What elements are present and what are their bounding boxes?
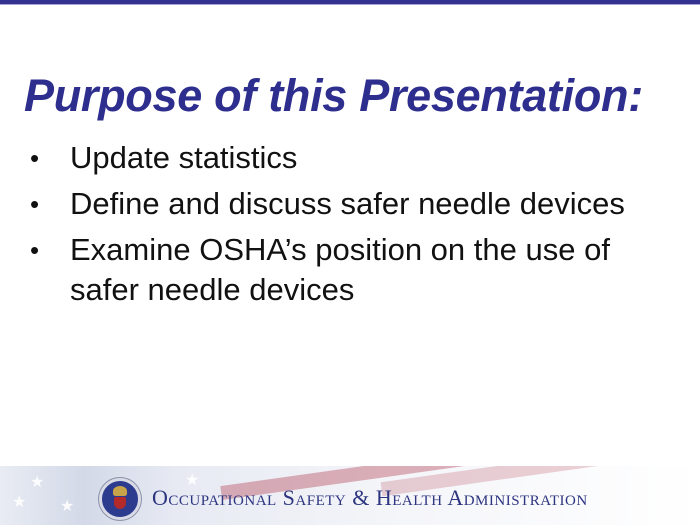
bullet-list: [28, 138, 668, 316]
star-icon: ★: [30, 474, 45, 491]
bullet-text: Define and discuss safer needle devices: [70, 186, 625, 221]
bullet-text: Update statistics: [70, 140, 298, 175]
agency-name: Occupational Safety & Health Administration: [152, 485, 588, 510]
bullet-item: [28, 184, 668, 224]
bullet-text: Examine OSHA’s position on the use of safer needle devices: [70, 232, 610, 307]
shield-icon: [114, 497, 126, 509]
eagle-icon: [113, 486, 127, 496]
bullet-item: [28, 230, 668, 310]
star-icon: ★: [185, 472, 200, 489]
footer-banner: [0, 466, 700, 525]
bullet-icon: •: [30, 189, 40, 219]
bullet-icon: •: [30, 235, 40, 265]
star-icon: ★: [60, 498, 75, 515]
bullet-item: [28, 138, 668, 178]
star-icon: ★: [12, 494, 27, 511]
dol-seal-icon: [99, 478, 141, 520]
top-border-accent: [0, 4, 700, 5]
bullet-icon: •: [30, 143, 40, 173]
slide-title: Purpose of this Presentation:: [24, 70, 643, 121]
